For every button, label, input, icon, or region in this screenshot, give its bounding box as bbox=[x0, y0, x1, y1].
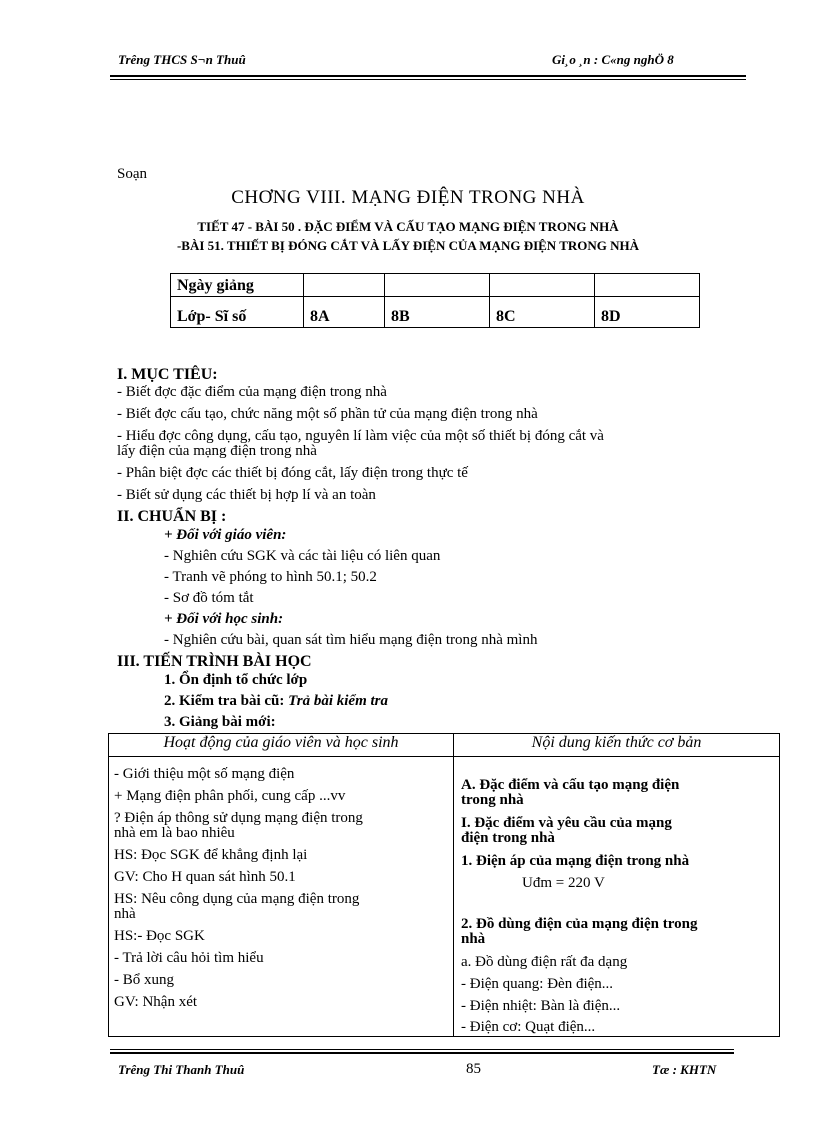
activity-line: GV: Cho H quan sát hình 50.1 bbox=[114, 869, 296, 885]
teacher-item: - Nghiên cứu SGK và các tài liệu có liên quan bbox=[164, 548, 441, 564]
objectives-heading: I. MỤC TIÊU: bbox=[117, 366, 218, 383]
content-column bbox=[454, 734, 779, 1036]
header-subject: Gi¸o ¸n : C«ng nghÖ 8 bbox=[552, 52, 674, 67]
header-rule-bottom bbox=[110, 79, 746, 80]
activity-line: + Mạng điện phân phối, cung cấp ...vv bbox=[114, 788, 346, 804]
activity-line: HS: Nêu công dụng của mạng điện trong bbox=[114, 891, 360, 907]
appliances-item-a: a. Đồ dùng điện rất đa dạng bbox=[461, 954, 628, 970]
section-i-line-2: điện trong nhà bbox=[461, 830, 555, 846]
appliance-item: - Điện nhiệt: Bàn là điện... bbox=[461, 998, 621, 1014]
lesson-title-1: TIẾT 47 - BÀI 50 . ĐẶC ĐIỂM VÀ CẤU TẠO MẠNG ĐIỆN TRONG NHÀ bbox=[197, 219, 619, 234]
objective-item: - Biết sử dụng các thiết bị hợp lí và an toàn bbox=[117, 487, 376, 503]
appliances-heading-1: 2. Đồ dùng điện của mạng điện trong bbox=[461, 916, 698, 932]
student-item: - Nghiên cứu bài, quan sát tìm hiểu mạng điện trong nhà mình bbox=[164, 632, 538, 648]
class-8d: 8D bbox=[595, 297, 700, 328]
teacher-item: - Tranh vẽ phóng to hình 50.1; 50.2 bbox=[164, 569, 377, 585]
content-header: Nội dung kiến thức cơ bản bbox=[454, 734, 779, 757]
class-8a: 8A bbox=[304, 297, 385, 328]
date-cell-8c bbox=[490, 274, 595, 297]
section-a-line-1: A. Đặc điểm và cấu tạo mạng điện bbox=[461, 777, 680, 793]
date-cell-8b bbox=[385, 274, 490, 297]
class-8c: 8C bbox=[490, 297, 595, 328]
objective-item: - Hiểu đợc công dụng, cấu tạo, nguyên lí làm việc của một số thiết bị đóng cắt và bbox=[117, 428, 604, 444]
section-a-line-2: trong nhà bbox=[461, 792, 524, 808]
attendance-table bbox=[170, 273, 700, 328]
prep-label: Soạn bbox=[117, 166, 147, 182]
step-2-value: Trả bài kiểm tra bbox=[288, 693, 389, 709]
header-school: Trêng THCS S¬n Thuû bbox=[118, 52, 246, 67]
footer-teacher: Trêng Thi Thanh Thuû bbox=[118, 1062, 245, 1077]
date-cell-8a bbox=[304, 274, 385, 297]
objective-item: - Biết đợc cấu tạo, chức năng một số phần tử của mạng điện trong nhà bbox=[117, 406, 538, 422]
activity-line: HS: Đọc SGK để khẳng định lại bbox=[114, 847, 308, 863]
step-2-label: 2. Kiểm tra bài cũ: bbox=[164, 693, 285, 709]
student-label: + Đối với học sinh: bbox=[164, 611, 284, 627]
objective-item: - Phân biệt đợc các thiết bị đóng cắt, lấy điện trong thực tế bbox=[117, 465, 468, 481]
activities-header: Hoạt động của giáo viên và học sinh bbox=[109, 734, 453, 757]
section-i-line-1: I. Đặc điểm và yêu cầu của mạng bbox=[461, 815, 672, 831]
voltage-heading: 1. Điện áp của mạng điện trong nhà bbox=[461, 853, 690, 869]
appliance-item: - Điện quang: Đèn điện... bbox=[461, 976, 614, 992]
activity-line: nhà em là bao nhiêu bbox=[114, 825, 235, 841]
footer-rule-bottom bbox=[110, 1052, 734, 1054]
activity-line: - Trả lời câu hỏi tìm hiểu bbox=[114, 950, 264, 966]
step-1: 1. Ổn định tổ chức lớp bbox=[164, 672, 308, 688]
lesson-table bbox=[108, 733, 780, 1037]
teacher-item: - Sơ đồ tóm tắt bbox=[164, 590, 254, 606]
activity-line: GV: Nhận xét bbox=[114, 994, 198, 1010]
activities-column bbox=[109, 734, 454, 1036]
appliances-heading-2: nhà bbox=[461, 931, 486, 947]
activity-line: HS:- Đọc SGK bbox=[114, 928, 205, 944]
footer-rule-top bbox=[110, 1049, 734, 1050]
class-8b: 8B bbox=[385, 297, 490, 328]
appliance-item: - Điện cơ: Quạt điện... bbox=[461, 1019, 596, 1035]
activity-line: nhà bbox=[114, 906, 136, 922]
lesson-title-2: -BÀI 51. THIẾT BỊ ĐÓNG CẮT VÀ LẤY ĐIỆN CỦA MẠNG ĐIỆN TRONG NHÀ bbox=[176, 238, 640, 253]
activity-line: - Bổ xung bbox=[114, 972, 174, 988]
voltage-value: Uđm = 220 V bbox=[522, 875, 605, 891]
page-number: 85 bbox=[466, 1061, 481, 1077]
chapter-title: CHƠNG VIII. MẠNG ĐIỆN TRONG NHÀ bbox=[231, 187, 585, 208]
step-3: 3. Giảng bài mới: bbox=[164, 714, 276, 730]
objective-item: - Biết đợc đặc điểm của mạng điện trong nhà bbox=[117, 384, 387, 400]
lesson-plan-heading: III. TIẾN TRÌNH BÀI HỌC bbox=[117, 653, 312, 670]
activity-line: - Giới thiệu một số mạng điện bbox=[114, 766, 295, 782]
teacher-label: + Đối với giáo viên: bbox=[164, 527, 287, 543]
objective-item: lấy điện của mạng điện trong nhà bbox=[117, 443, 317, 459]
teaching-date-label: Ngày giảng bbox=[171, 274, 304, 297]
date-cell-8d bbox=[595, 274, 700, 297]
activity-line: ? Điện áp thông sử dụng mạng điện trong bbox=[114, 810, 363, 826]
class-size-label: Lớp- Sĩ số bbox=[171, 297, 304, 328]
footer-department: Tæ : KHTN bbox=[652, 1062, 717, 1077]
preparation-heading: II. CHUẨN BỊ : bbox=[117, 508, 227, 525]
header-rule-top bbox=[110, 75, 746, 77]
